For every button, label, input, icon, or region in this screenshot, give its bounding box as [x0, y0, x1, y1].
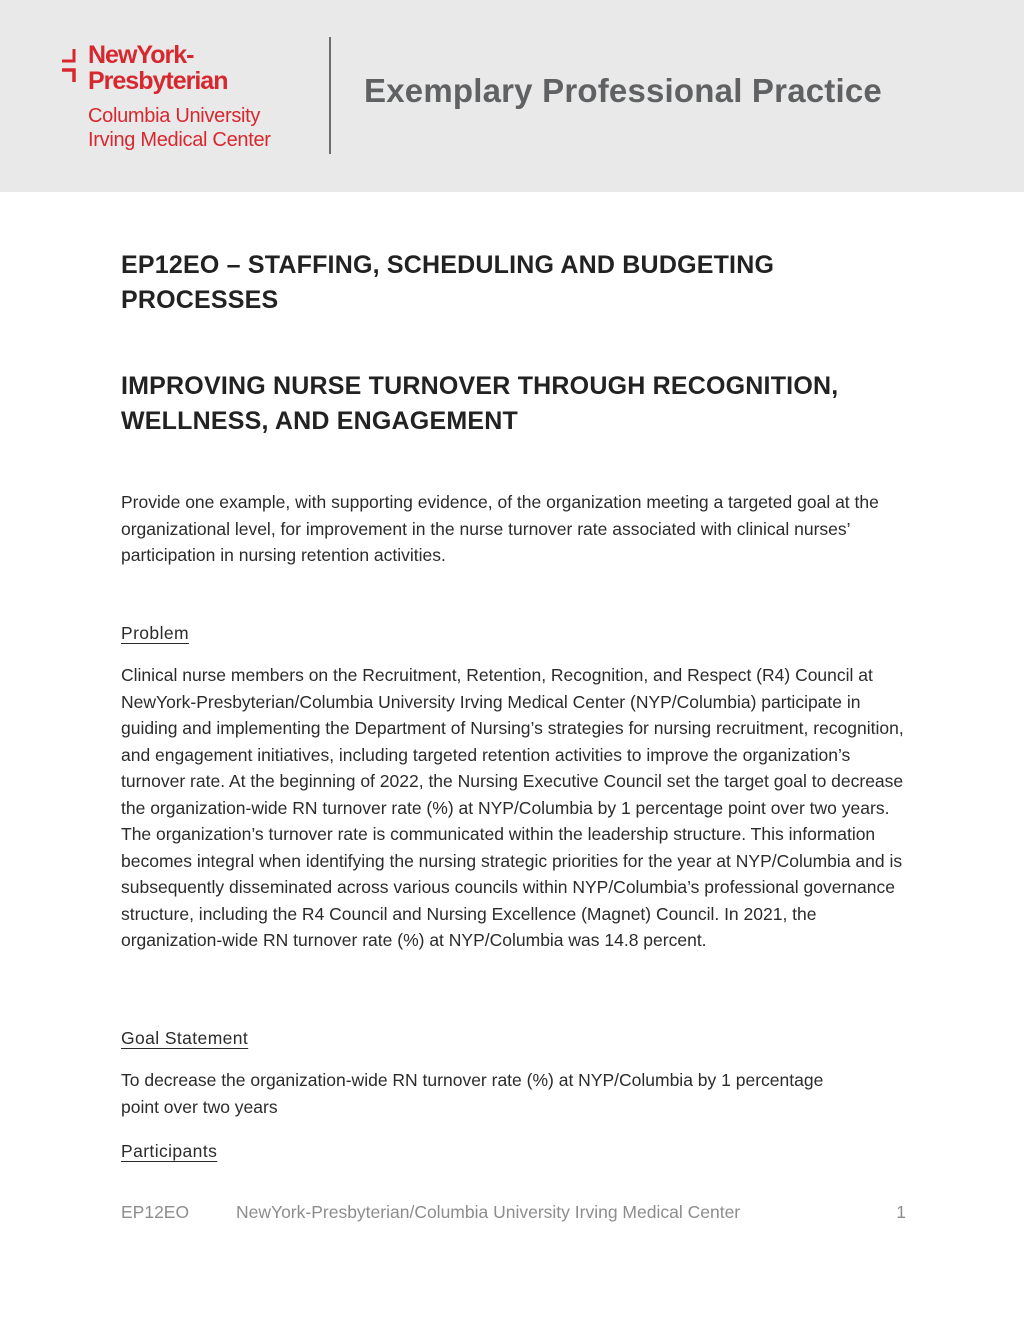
- logo-text-newyork: NewYork-: [88, 41, 194, 69]
- header-title: Exemplary Professional Practice: [364, 72, 882, 109]
- document-heading-2: IMPROVING NURSE TURNOVER THROUGH RECOGNITION, WELLNESS, AND ENGAGEMENT: [121, 372, 839, 435]
- logo-text-columbia: Columbia University: [88, 105, 261, 127]
- section-goal-statement: [121, 1027, 911, 1049]
- logo-text-irving: Irving Medical Center: [88, 129, 271, 151]
- section-goal-body-wrap: [121, 1067, 841, 1120]
- document-heading-1-wrap: [121, 248, 911, 318]
- section-participants: [121, 1140, 911, 1162]
- section-title-goal-statement: Goal Statement: [121, 1028, 249, 1048]
- section-title-problem: Problem: [121, 623, 189, 643]
- document-heading-1: EP12EO – STAFFING, SCHEDULING AND BUDGETING PROCESSES: [121, 251, 775, 314]
- prompt-wrap: [121, 489, 901, 569]
- logo-text-presbyterian: Presbyterian: [88, 67, 228, 95]
- section-title-participants: Participants: [121, 1141, 218, 1161]
- nyp-logo-mark-icon: [60, 46, 82, 86]
- section-problem: [121, 622, 911, 644]
- page-header: [0, 0, 1024, 192]
- footer-organization: NewYork-Presbyterian/Columbia University Irving Medical Center: [236, 1202, 741, 1222]
- section-problem-body-wrap: [121, 662, 906, 954]
- section-body-problem: Clinical nurse members on the Recruitment, Retention, Recognition, and Respect (R4) Council at NewYork-Presbyterian/Columbia University Irving Medical Center (NYP/Columbia) participate in guiding and implementing the Department of Nursing’s strategies for nursing recruitment, recognition, and engagement initiatives, including targeted retention activities to improve the organization’s turnover rate. At the beginning of 2022, the Nursing Executive Council set the target goal to decrease the organization-wide RN turnover rate (%) at NYP/Columbia by 1 percentage point over two years. The organization’s turnover rate is communicated within the leadership structure. This information becomes integral when identifying the nursing strategic priorities for the year at NYP/Columbia and is subsequently disseminated across various councils within NYP/Columbia’s professional governance structure, including the R4 Council and Nursing Excellence (Magnet) Council. In 2021, the organization-wide RN turnover rate (%) at NYP/Columbia was 14.8 percent.: [121, 665, 904, 950]
- prompt-paragraph: Provide one example, with supporting evidence, of the organization meeting a targeted goal at the organizational level, for improvement in the nurse turnover rate associated with clinical nurses’ participation in nursing retention activities.: [121, 492, 879, 565]
- footer-code: EP12EO: [121, 1202, 190, 1222]
- footer-page-number: 1: [896, 1202, 906, 1222]
- document-heading-2-wrap: [121, 369, 911, 439]
- header-divider: [329, 37, 331, 154]
- section-body-goal-statement: To decrease the organization-wide RN turnover rate (%) at NYP/Columbia by 1 percentage point over two years: [121, 1070, 824, 1117]
- nyp-logo: [60, 42, 320, 162]
